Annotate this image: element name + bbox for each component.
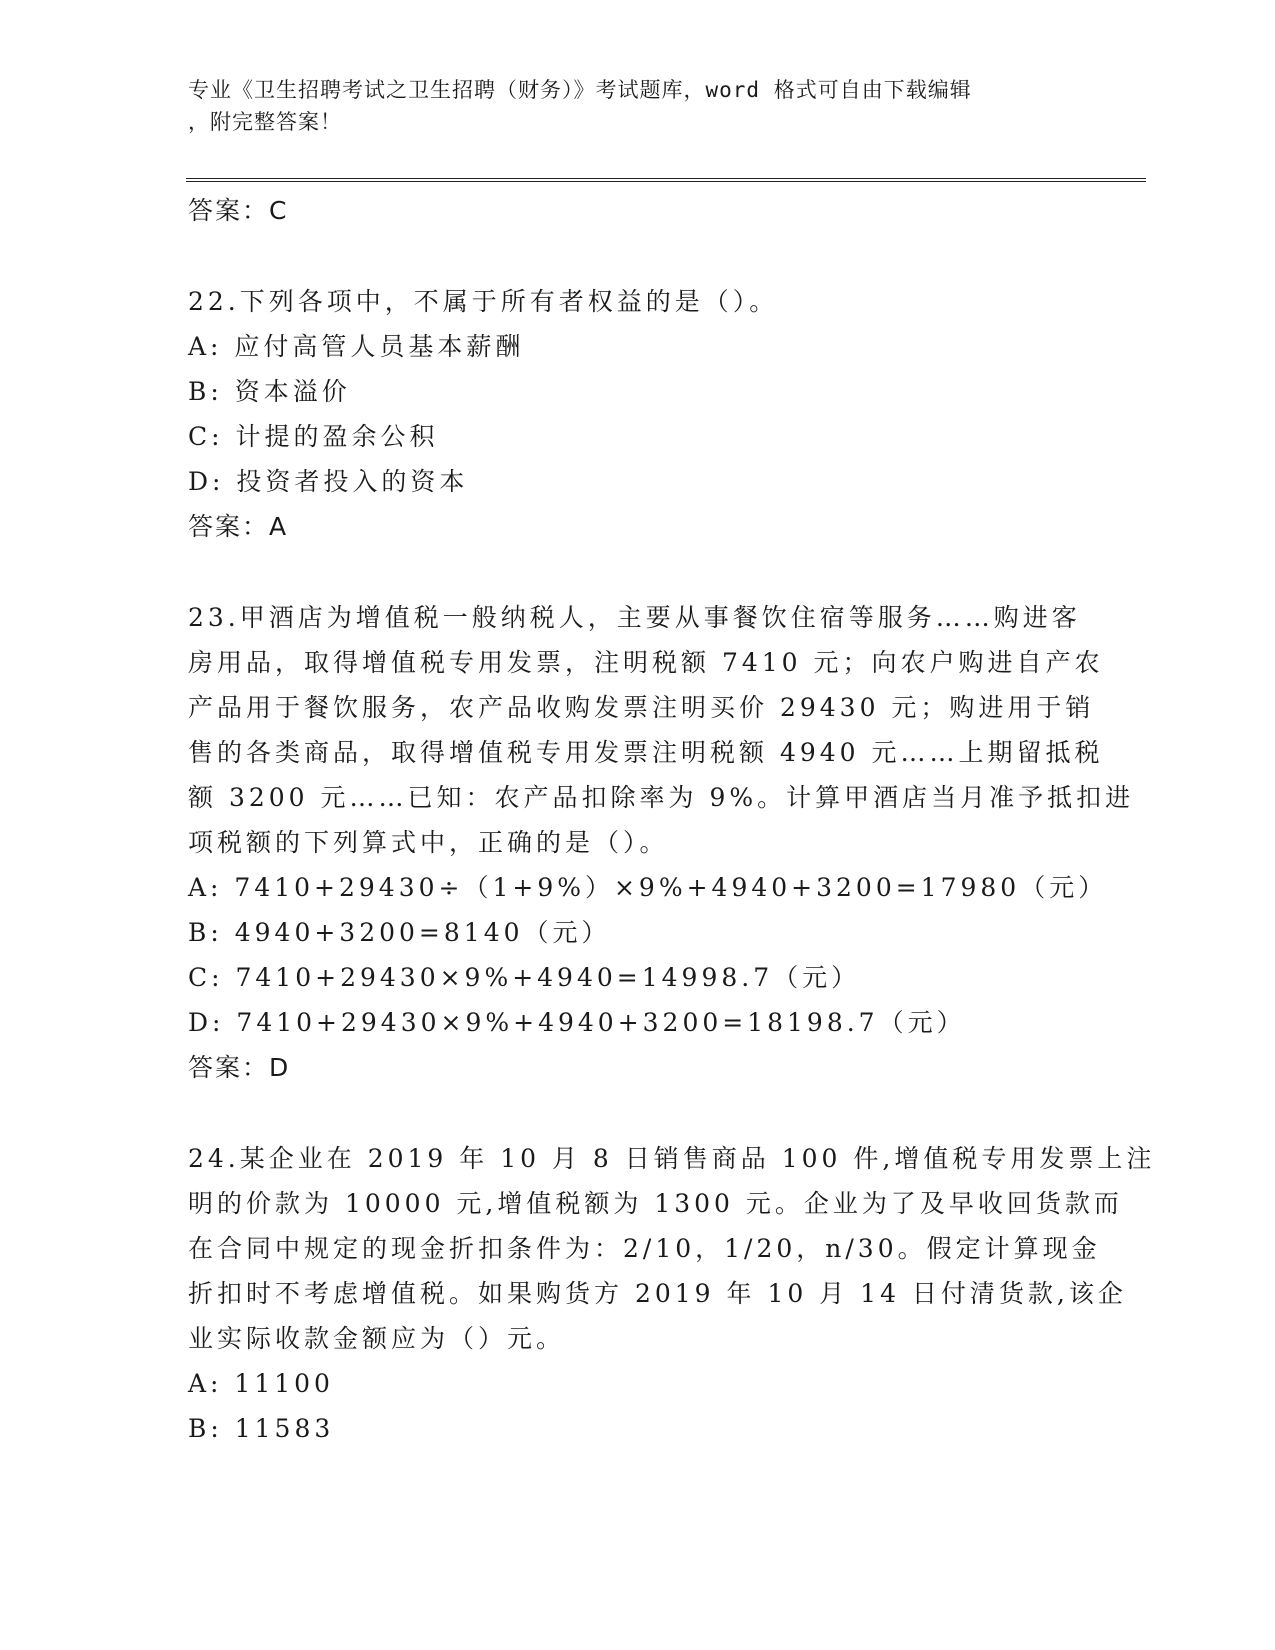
question-stem: 22.下列各项中，不属于所有者权益的是（）。 bbox=[188, 287, 779, 316]
option-c: C: 7410+29430×9%+4940=14998.7（元） bbox=[188, 963, 861, 992]
question-stem-line: 业实际收款金额应为（）元。 bbox=[188, 1324, 566, 1353]
option-b: B: 4940+3200=8140（元） bbox=[188, 918, 611, 947]
spacer bbox=[188, 549, 1088, 595]
question-stem-line: 明的价款为 10000 元,增值税额为 1300 元。企业为了及早收回货款而 bbox=[188, 1189, 1123, 1218]
question-stem-line: 折扣时不考虑增值税。如果购货方 2019 年 10 月 14 日付清货款,该企 bbox=[188, 1279, 1127, 1308]
option-c: C: 计提的盈余公积 bbox=[188, 422, 439, 451]
question-stem-line: 项税额的下列算式中，正确的是（）。 bbox=[188, 828, 669, 857]
question-stem-line: 额 3200 元……已知：农产品扣除率为 9%。计算甲酒店当月准予抵扣进 bbox=[188, 783, 1135, 812]
option-b: B: 资本溢价 bbox=[188, 377, 351, 406]
question-stem-line: 在合同中规定的现金折扣条件为：2/10，1/20，n/30。假定计算现金 bbox=[188, 1234, 1101, 1263]
question-stem-line: 售的各类商品，取得增值税专用发票注明税额 4940 元……上期留抵税 bbox=[188, 738, 1104, 767]
option-d: D: 投资者投入的资本 bbox=[188, 467, 469, 496]
option-a: A: 7410+29430÷（1+9%）×9%+4940+3200=17980（元） bbox=[188, 873, 1108, 902]
question-stem-line: 产品用于餐饮服务，农产品收购发票注明买价 29430 元；购进用于销 bbox=[188, 693, 1095, 722]
header-line-2: ，附完整答案！ bbox=[188, 110, 342, 134]
answer-23: 答案：D bbox=[188, 1053, 291, 1082]
option-d: D: 7410+29430×9%+4940+3200=18198.7（元） bbox=[188, 1008, 966, 1037]
option-a: A: 11100 bbox=[188, 1369, 334, 1398]
option-a: A: 应付高管人员基本薪酬 bbox=[188, 332, 525, 361]
answer-previous: 答案：C bbox=[188, 196, 289, 225]
answer-22: 答案：A bbox=[188, 512, 289, 541]
page-header bbox=[188, 74, 1088, 138]
spacer bbox=[188, 233, 1088, 279]
header-divider bbox=[186, 178, 1146, 182]
question-24 bbox=[188, 1136, 1156, 1451]
spacer bbox=[188, 1090, 1088, 1136]
question-list bbox=[188, 188, 1156, 1451]
question-stem-line: 24.某企业在 2019 年 10 月 8 日销售商品 100 件,增值税专用发票上注 bbox=[188, 1144, 1156, 1173]
question-stem-line: 房用品，取得增值税专用发票，注明税额 7410 元；向农户购进自产农 bbox=[188, 648, 1104, 677]
question-23 bbox=[188, 595, 1135, 1090]
option-b: B: 11583 bbox=[188, 1414, 335, 1443]
header-line-1: 专业《卫生招聘考试之卫生招聘（财务）》考试题库，word 格式可自由下载编辑 bbox=[188, 78, 972, 102]
question-22 bbox=[188, 279, 1088, 549]
question-stem-line: 23.甲酒店为增值税一般纳税人，主要从事餐饮住宿等服务……购进客 bbox=[188, 603, 1081, 632]
